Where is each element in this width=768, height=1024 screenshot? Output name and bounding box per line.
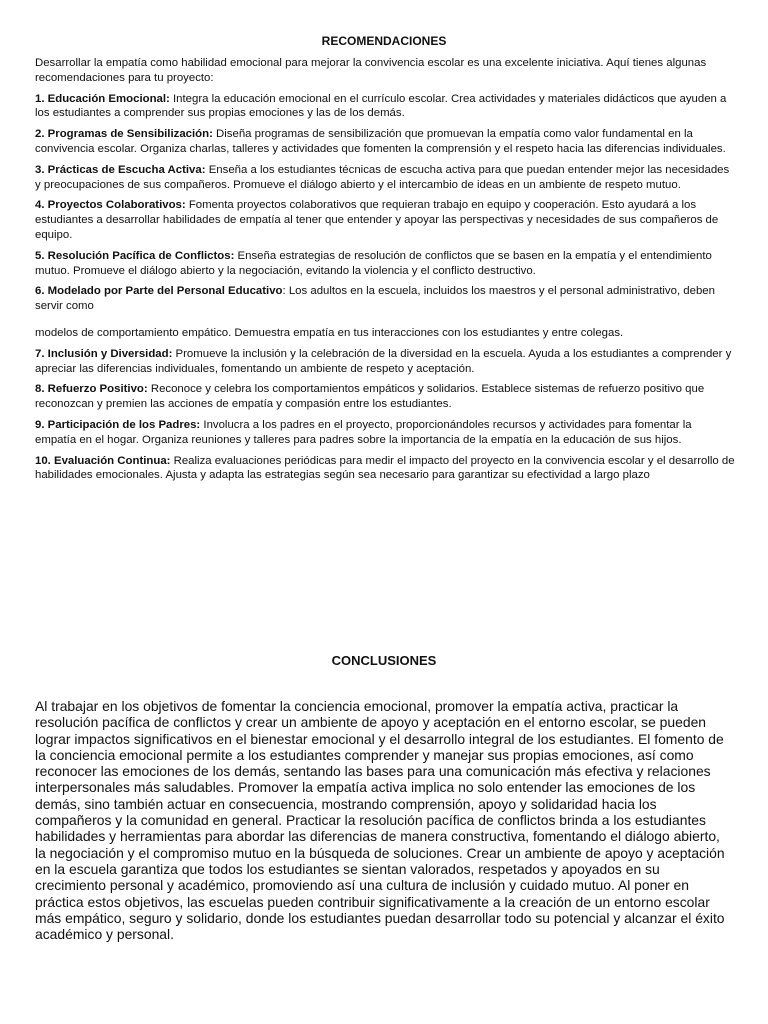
recommendation-heading: 2. Programas de Sensibilización: <box>35 128 213 141</box>
recommendation-text: Enseña a los estudiantes técnicas de escucha activa para que puedan entender mejor las necesidades y preocupaciones de sus compañeros. Promueve el diálogo abierto y el intercambio de ideas en un ambiente de respeto mutuo. <box>35 163 730 191</box>
recommendation-heading: 1. Educación Emocional: <box>35 92 170 105</box>
recommendation-text: Reconoce y celebra los comportamientos empáticos y solidarios. Establece sistemas de refuerzo positivo que reconozcan y premien las acciones de empatía y compasión entre los estudiantes. <box>35 383 705 411</box>
recommendation-text: Diseña programas de sensibilización que promuevan la empatía como valor fundamental en la convivencia escolar. Organiza charlas, talleres y actividades que fomenten la comprensión y el respeto hacia las diferencias individuales. <box>35 128 726 155</box>
recommendation-continuation <box>35 326 735 341</box>
recommendation-item <box>35 382 735 412</box>
recommendation-text: Fomenta proyectos colaborativos que requieran trabajo en equipo y cooperación. Esto ayudará a los estudiantes a desarrollar habilidades de empatía al tener que entender y apoyar las perspectivas y necesidades de sus compañeros de equipo. <box>35 199 719 241</box>
recommendation-item <box>35 198 735 242</box>
recommendation-item <box>35 347 735 377</box>
recommendation-item <box>35 163 735 193</box>
recommendation-item <box>35 92 735 122</box>
recommendations-body <box>35 56 735 489</box>
recommendation-text: modelos de comportamiento empático. Demuestra empatía en tus interacciones con los estudiantes y entre colegas. <box>35 326 624 339</box>
recommendation-heading: 7. Inclusión y Diversidad: <box>35 347 173 360</box>
conclusions-paragraph: Al trabajar en los objetivos de fomentar la conciencia emocional, promover la empatía activa, practicar la resolución pacífica de conflictos y crear un ambiente de apoyo y aceptación en el entorno escolar, se pueden lograr impactos significativos en el bienestar emocional y el desarrollo integral de los estudiantes. El fomento de la conciencia emocional permite a los estudiantes comprender y manejar sus propias emociones, así como reconocer las emociones de los demás, sentando las bases para una comunicación más efectiva y relaciones interpersonales más saludables. Promover la empatía activa implica no solo entender las emociones de los demás, sino también actuar en consecuencia, mostrando comprensión, apoyo y solidaridad hacia los compañeros y la comunidad en general. Practicar la resolución pacífica de conflictos brinda a los estudiantes habilidades y herramientas para abordar las diferencias de manera constructiva, fomentando el diálogo abierto, la negociación y el compromiso mutuo en la búsqueda de soluciones. Crear un ambiente de apoyo y aceptación en la escuela garantiza que todos los estudiantes se sientan valorados, respetados y apoyados en su crecimiento personal y académico, promoviendo así una cultura de inclusión y cuidado mutuo. Al poner en práctica estos objetivos, las escuelas pueden contribuir significativamente a la creación de un entorno escolar más empático, seguro y solidario, donde los estudiantes puedan desarrollar todo su potencial y alcanzar el éxito académico y personal. <box>35 698 725 943</box>
recommendation-text: Integra la educación emocional en el currículo escolar. Crea actividades y materiales didácticos que ayuden a los estudiantes a comprender sus propias emociones y las de los demás. <box>35 92 727 120</box>
recommendation-item <box>35 284 735 314</box>
recommendation-text: : Los adultos en la escuela, incluidos los maestros y el personal administrativo, deben servir como <box>35 285 715 313</box>
recommendation-item <box>35 454 735 484</box>
recommendation-heading: 3. Prácticas de Escucha Activa: <box>35 163 206 176</box>
conclusions-title: CONCLUSIONES <box>331 653 437 668</box>
recommendations-title: RECOMENDACIONES <box>321 34 447 48</box>
recommendation-text: Enseña estrategias de resolución de conflictos que se basen en la empatía y el entendimiento mutuo. Promueve el diálogo abierto y la negociación, evitando la violencia y el conflicto destructivo. <box>35 249 712 277</box>
recommendation-item <box>35 127 735 157</box>
recommendation-heading: 9. Participación de los Padres: <box>35 418 201 431</box>
recommendation-heading: 10. Evaluación Continua: <box>35 454 171 467</box>
recommendation-item <box>35 418 735 448</box>
recommendation-heading: 5. Resolución Pacífica de Conflictos: <box>35 249 235 262</box>
recommendation-text: Promueve la inclusión y la celebración de la diversidad en la escuela. Ayuda a los estudiantes a comprender y apreciar las diferencias individuales, fomentando un ambiente de respeto y aceptación. <box>35 347 732 375</box>
recommendation-text: Involucra a los padres en el proyecto, proporcionándoles recursos y actividades para fomentar la empatía en el hogar. Organiza reuniones y talleres para padres sobre la importancia de la empatía en la educación de sus hijos. <box>35 418 692 446</box>
recommendation-item <box>35 249 735 279</box>
recommendation-text: Realiza evaluaciones periódicas para medir el impacto del proyecto en la convivencia escolar y el desarrollo de habilidades emocionales. Ajusta y adapta las estrategias según sea necesario para garantizar su efectividad a largo plazo <box>35 454 735 482</box>
recommendation-heading: 4. Proyectos Colaborativos: <box>35 199 186 212</box>
recommendation-heading: 6. Modelado por Parte del Personal Educativo <box>35 285 283 298</box>
recommendation-heading: 8. Refuerzo Positivo: <box>35 383 148 396</box>
recommendations-intro: Desarrollar la empatía como habilidad emocional para mejorar la convivencia escolar es una excelente iniciativa. Aquí tienes algunas recomendaciones para tu proyecto: <box>35 57 707 84</box>
